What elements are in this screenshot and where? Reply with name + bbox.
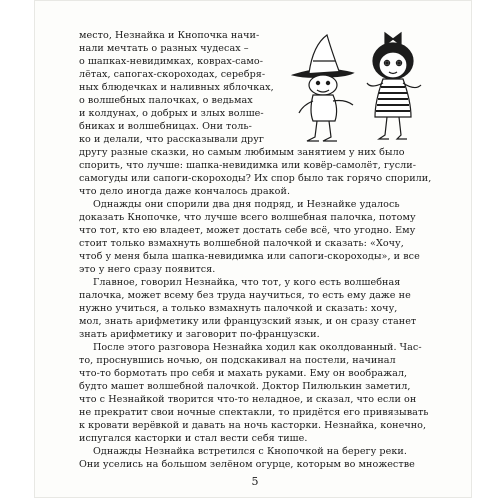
- text-line: Однажды Незнайка встретился с Кнопочкой на берегу реки.: [93, 446, 407, 457]
- text-line: что дело иногда даже кончалось дракой.: [79, 186, 291, 197]
- text-line: к кровати верёвкой и давать на ночь касторки. Незнайка, конечно,: [79, 420, 427, 431]
- text-line: что тот, кто ею владеет, может достать себе всё, что угодно. Ему: [79, 225, 416, 236]
- text-line: палочка, может всему без труда научиться, то есть ему даже не: [79, 290, 411, 301]
- book-page: [34, 0, 472, 498]
- text-line: доказать Кнопочке, что лучше всего волшебная палочка, потому: [79, 212, 416, 223]
- text-line: и колдунах, о добрых и злых волше-: [79, 108, 264, 119]
- text-line: нали мечтать о разных чудесах –: [79, 43, 249, 54]
- text-line: После этого разговора Незнайка ходил как околдованный. Час-: [93, 342, 422, 353]
- page-number: 5: [251, 475, 259, 488]
- text-line: что-то бормотать про себя и махать руками. Ему он воображал,: [79, 368, 408, 379]
- characters-illustration: [279, 31, 447, 147]
- text-line: Однажды они спорили два дня подряд, и Незнайке удалось: [93, 199, 400, 210]
- text-line: место, Незнайка и Кнопочка начи-: [79, 30, 260, 41]
- text-line: чтоб у меня была шапка-невидимка или сапоги-скороходы», и все: [79, 251, 420, 262]
- text-line: не прекратит свои ночные спектакли, то придётся его привязывать: [79, 407, 429, 418]
- text-line: ко и делали, что рассказывали друг: [79, 134, 264, 145]
- text-line: стоит только взмахнуть волшебной палочкой и сказать: «Хочу,: [79, 238, 404, 249]
- text-line: другу разные сказки, но самым любимым занятием у них было: [79, 147, 405, 158]
- text-line: о волшебных палочках, о ведьмах: [79, 95, 253, 106]
- text-line: Они уселись на большом зелёном огурце, которым во множестве: [79, 459, 415, 470]
- text-line: ных блюдечках и наливных яблочках,: [79, 82, 274, 93]
- text-line: то, проснувшись ночью, он подскакивал на постели, начинал: [79, 355, 396, 366]
- text-line: что с Незнайкой творится что-то неладное, и сказал, что если он: [79, 394, 417, 405]
- text-line: будто машет волшебной палочкой. Доктор Пилюлькин заметил,: [79, 381, 411, 392]
- text-line: это у него сразу появится.: [79, 264, 216, 275]
- text-line: мол, знать арифметику или французский язык, и он сразу станет: [79, 316, 417, 327]
- text-line: самогуды или сапоги-скороходы? Их спор было так горячо спорили,: [79, 173, 432, 184]
- text-line: нужно учиться, а только взмахнуть палочкой и сказать: хочу,: [79, 303, 398, 314]
- text-line: лётах, сапогах-скороходах, серебря-: [79, 69, 266, 80]
- text-line: Главное, говорил Незнайка, что тот, у кого есть волшебная: [93, 277, 401, 288]
- text-line: о шапках-невидимках, коврах-само-: [79, 56, 263, 67]
- text-line: знать арифметику и заговорит по-французски.: [79, 329, 320, 340]
- text-line: бниках и волшебницах. Они толь-: [79, 121, 252, 132]
- text-line: испугался касторки и стал вести себя тише.: [79, 433, 308, 444]
- text-line: спорить, что лучше: шапка-невидимка или ковёр-самолёт, гусли-: [79, 160, 417, 171]
- two-characters-icon: [279, 31, 447, 147]
